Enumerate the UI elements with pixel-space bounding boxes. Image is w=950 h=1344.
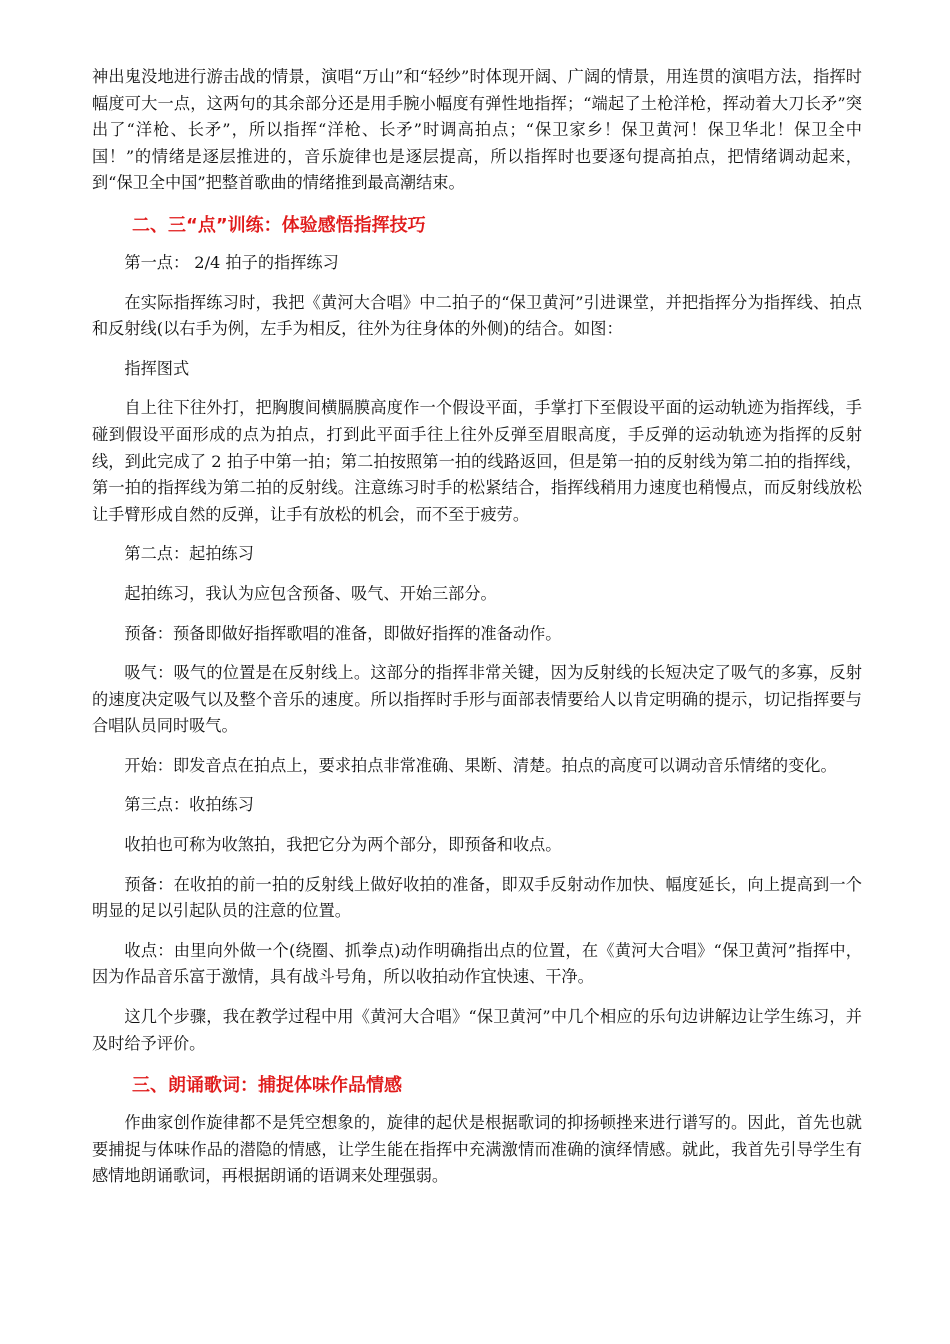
paragraph-cutoff-prepare: 预备：在收拍的前一拍的反射线上做好收拍的准备，即双手反射动作加快、幅度延长，向上提高到一个明显的足以引起队员的注意的位置。 <box>92 874 862 921</box>
paragraph-melody-lyrics: 作曲家创作旋律都不是凭空想象的，旋律的起伏是根据歌词的抑扬顿挫来进行谱写的。因此，首先也就要捕捉与体味作品的潜隐的情感，让学生能在指挥中充满激情而准确的演绎情感。就此，我首先引导学生有感情地朗诵歌词，再根据朗诵的语调来处理强弱。 <box>92 1113 862 1186</box>
paragraph-start: 开始：即发音点在拍点上，要求拍点非常准确、果断、清楚。拍点的高度可以调动音乐情绪的变化。 <box>124 755 837 775</box>
paragraph-point-three-title: 第三点：收拍练习 <box>124 795 254 815</box>
paragraph-guerrilla-conducting: 神出鬼没地进行游击战的情景，演唱“万山”和“轻纱”时体现开阔、广阔的情景，用连贯的演唱方法，指挥时幅度可大一点，这两句的其余部分还是用手腕小幅度有弹性地指挥；“端起了土枪洋枪，挥动着大刀长矛”突出了“洋枪、长矛”，所以指挥“洋枪、长矛”时调高拍点；“保卫家乡！保卫黄河！保卫华北！保卫全中国！”的情绪是逐层推进的，音乐旋律也是逐层提高，所以指挥时也要逐句提高拍点，把情绪调动起来，到“保卫全中国”把整首歌曲的情绪推到最高潮结束。 <box>92 67 862 193</box>
paragraph-point-one-title: 第一点： 2/4 拍子的指挥练习 <box>124 252 339 272</box>
paragraph-diagram-caption: 指挥图式 <box>124 358 190 378</box>
paragraph-beat-explanation: 自上往下往外打，把胸腹间横膈膜高度作一个假设平面，手掌打下至假设平面的运动轨迹为指挥线，手碰到假设平面形成的点为拍点，打到此平面手往上往外反弹至眉眼高度，手反弹的运动轨迹为指挥的反射线，到此完成了 2 拍子中第一拍；第二拍按照第一拍的线路返回，但是第一拍的反射线为第二拍的指挥线，第一拍的指挥线为第二拍的反射线。注意练习时手的松紧结合，指挥线稍用力速度也稍慢点，而反射线放松让手臂形成自然的反弹，让手有放松的机会，而不至于疲劳。 <box>92 398 862 524</box>
document-page <box>92 64 862 1190</box>
paragraph-point-two-title: 第二点：起拍练习 <box>124 544 254 564</box>
section-heading-recite-lyrics: 三、朗诵歌词：捕捉体味作品情感 <box>132 1075 402 1097</box>
section-heading-three-points: 二、三“点”训练：体验感悟指挥技巧 <box>132 214 426 236</box>
paragraph-cutoff-parts: 收拍也可称为收煞拍，我把它分为两个部分，即预备和收点。 <box>124 835 562 855</box>
paragraph-upbeat-parts: 起拍练习，我认为应包含预备、吸气、开始三部分。 <box>124 583 497 603</box>
paragraph-cutoff-point: 收点：由里向外做一个(绕圈、抓拳点)动作明确指出点的位置，在《黄河大合唱》“保卫黄河”指挥中，因为作品音乐富于激情，具有战斗号角，所以收拍动作宜快速、干净。 <box>92 940 862 987</box>
paragraph-breath: 吸气：吸气的位置是在反射线上。这部分的指挥非常关键，因为反射线的长短决定了吸气的多寡，反射的速度决定吸气以及整个音乐的速度。所以指挥时手形与面部表情要给人以肯定明确的提示，切记指挥要与合唱队员同时吸气。 <box>92 663 862 736</box>
paragraph-practice-intro: 在实际指挥练习时，我把《黄河大合唱》中二拍子的“保卫黄河”引进课堂，并把指挥分为指挥线、拍点和反射线(以右手为例，左手为相反，往外为往身体的外侧)的结合。如图： <box>92 292 862 339</box>
paragraph-prepare: 预备：预备即做好指挥歌唱的准备，即做好指挥的准备动作。 <box>124 623 562 643</box>
paragraph-teaching-steps: 这几个步骤，我在教学过程中用《黄河大合唱》“保卫黄河”中几个相应的乐句边讲解边让学生练习，并及时给予评价。 <box>92 1007 862 1053</box>
